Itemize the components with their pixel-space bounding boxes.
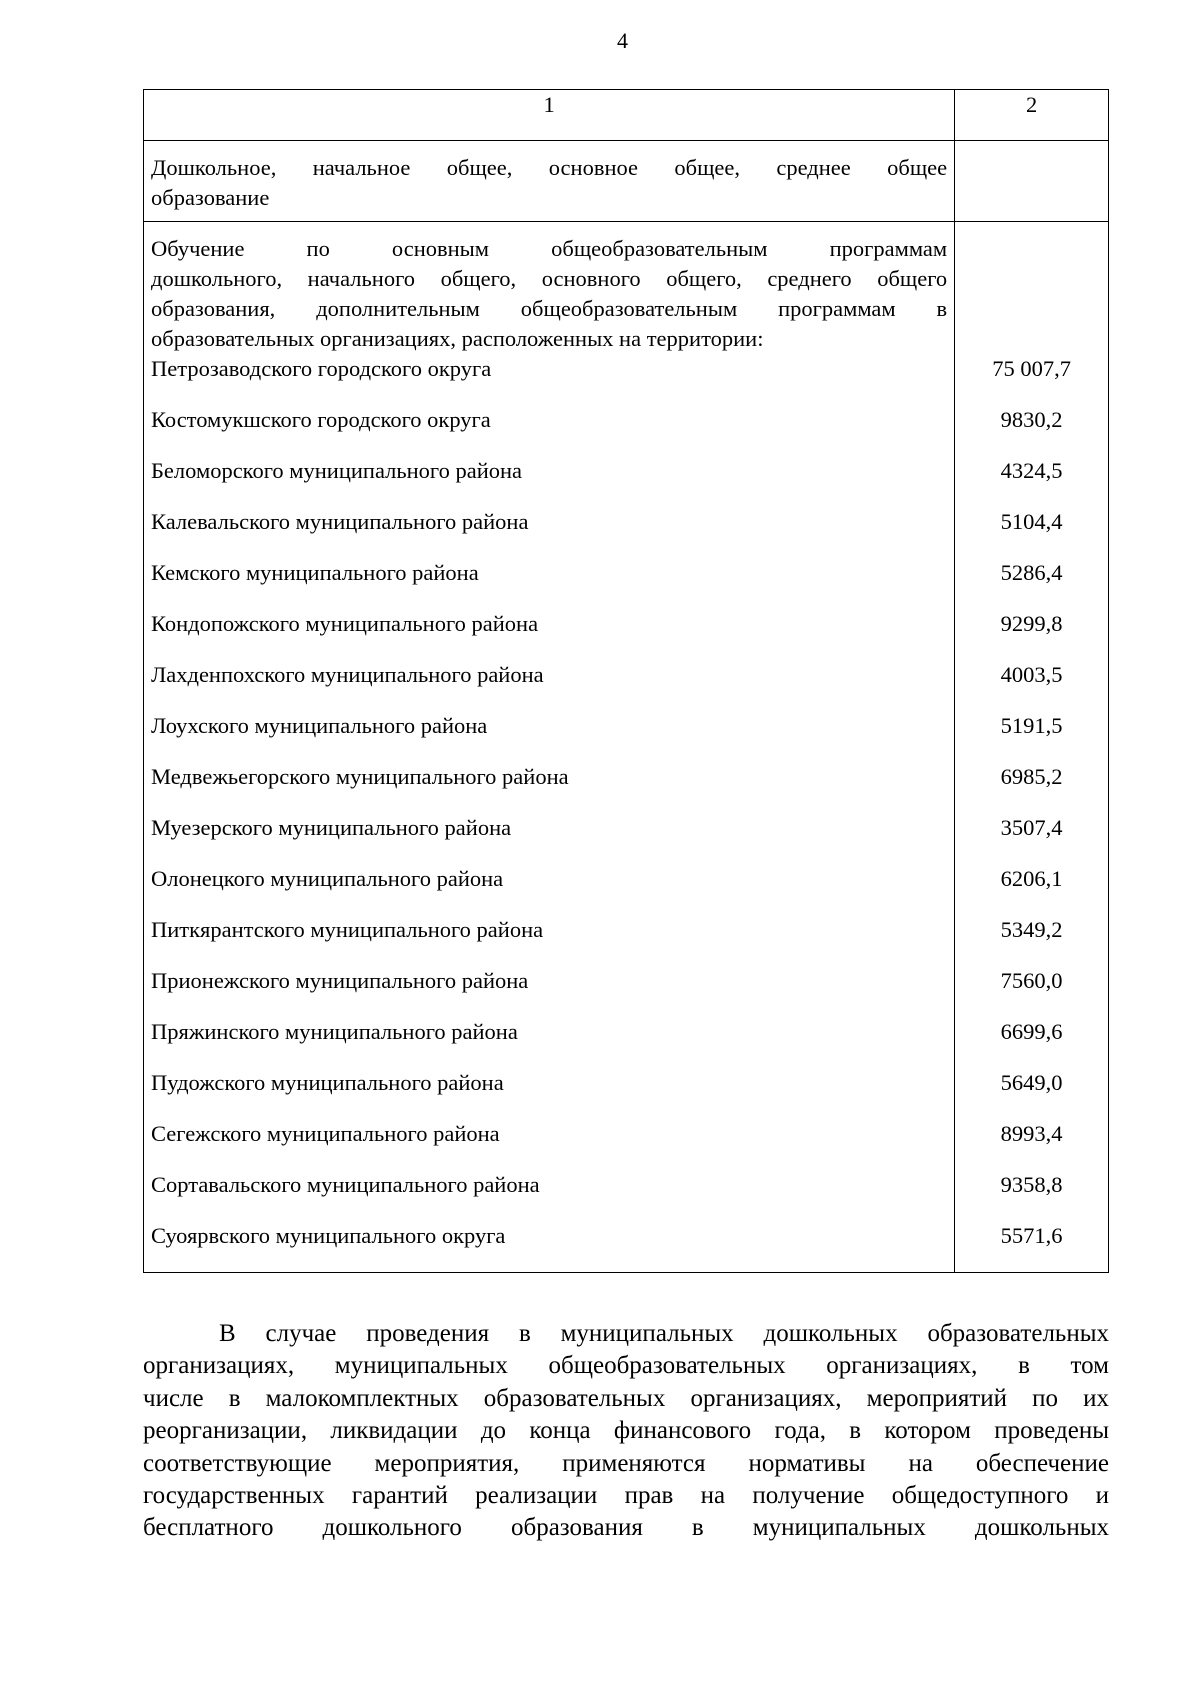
row-value: 5571,6: [955, 1221, 1109, 1273]
table-row: [144, 966, 1109, 1017]
row-value: 5286,4: [955, 558, 1109, 609]
row-value: 5349,2: [955, 915, 1109, 966]
intro-row: [144, 222, 1109, 355]
section-title-line: образование: [151, 185, 270, 210]
section-title-value: [955, 141, 1109, 222]
row-label: Олонецкого муниципального района: [144, 864, 955, 915]
table-row: [144, 1221, 1109, 1273]
table-row: [144, 456, 1109, 507]
row-value: 4324,5: [955, 456, 1109, 507]
row-value: 7560,0: [955, 966, 1109, 1017]
paragraph-line: В случае проведения в муниципальных дошкольных образовательных: [219, 1320, 1109, 1347]
row-label: Прионежского муниципального района: [144, 966, 955, 1017]
row-label: Калевальского муниципального района: [144, 507, 955, 558]
row-label: Пудожского муниципального района: [144, 1068, 955, 1119]
row-value: 6206,1: [955, 864, 1109, 915]
row-label: Кемского муниципального района: [144, 558, 955, 609]
table-header-row: [144, 90, 1109, 141]
row-value: 5104,4: [955, 507, 1109, 558]
row-label: Петрозаводского городского округа: [144, 354, 955, 405]
paragraph-line: соответствующие мероприятия, применяются нормативы на обеспечение: [143, 1449, 1109, 1477]
table-row: [144, 762, 1109, 813]
row-value: 3507,4: [955, 813, 1109, 864]
table-row: [144, 1170, 1109, 1221]
table-row: [144, 864, 1109, 915]
row-label: Беломорского муниципального района: [144, 456, 955, 507]
row-label: Лоухского муниципального района: [144, 711, 955, 762]
table-row: [144, 1017, 1109, 1068]
allocation-table: [143, 89, 1109, 1273]
body-paragraph: [143, 1318, 1109, 1545]
table-row: [144, 915, 1109, 966]
paragraph-line: бесплатного дошкольного образования в муниципальных дошкольных: [143, 1514, 1109, 1542]
section-title: [144, 141, 955, 222]
section-title-row: [144, 141, 1109, 222]
intro-line: образования, дополнительным общеобразовательным программам в: [151, 296, 948, 321]
table-row: [144, 405, 1109, 456]
intro-line: дошкольного, начального общего, основного общего, среднего общего: [151, 266, 948, 291]
row-value: 75 007,7: [955, 354, 1109, 405]
page-number: 4: [617, 28, 628, 53]
table-row: [144, 1068, 1109, 1119]
table-row: [144, 507, 1109, 558]
row-label: Сортавальского муниципального района: [144, 1170, 955, 1221]
paragraph-line: числе в малокомплектных образовательных организациях, мероприятий по их: [143, 1384, 1109, 1412]
row-value: 9830,2: [955, 405, 1109, 456]
table-row: [144, 558, 1109, 609]
row-label: Питкярантского муниципального района: [144, 915, 955, 966]
row-label: Медвежьегорского муниципального района: [144, 762, 955, 813]
row-label: Пряжинского муниципального района: [144, 1017, 955, 1068]
table-row: [144, 711, 1109, 762]
paragraph-line: государственных гарантий реализации прав на получение общедоступного и: [143, 1482, 1109, 1510]
header-col-2: 2: [955, 90, 1109, 141]
row-value: 8993,4: [955, 1119, 1109, 1170]
row-label: Сегежского муниципального района: [144, 1119, 955, 1170]
header-col-1: 1: [144, 90, 955, 141]
table-row: [144, 354, 1109, 405]
row-value: 9358,8: [955, 1170, 1109, 1221]
table-row: [144, 1119, 1109, 1170]
row-value: 9299,8: [955, 609, 1109, 660]
row-value: 6699,6: [955, 1017, 1109, 1068]
row-label: Суоярвского муниципального округа: [144, 1221, 955, 1273]
row-label: Кондопожского муниципального района: [144, 609, 955, 660]
table-row: [144, 813, 1109, 864]
row-label: Муезерского муниципального района: [144, 813, 955, 864]
intro-text: [144, 222, 955, 355]
paragraph-line: организациях, муниципальных общеобразовательных организациях, в том: [143, 1352, 1109, 1380]
row-value: 5649,0: [955, 1068, 1109, 1119]
section-title-line: Дошкольное, начальное общее, основное общее, среднее общее: [151, 155, 948, 180]
table-row: [144, 660, 1109, 711]
row-value: 4003,5: [955, 660, 1109, 711]
intro-line: Обучение по основным общеобразовательным программам: [151, 236, 948, 261]
intro-value: [955, 222, 1109, 355]
table-row: [144, 609, 1109, 660]
intro-line: образовательных организациях, расположенных на территории:: [151, 326, 764, 351]
row-value: 6985,2: [955, 762, 1109, 813]
row-label: Лахденпохского муниципального района: [144, 660, 955, 711]
paragraph-line: реорганизации, ликвидации до конца финансового года, в котором проведены: [143, 1417, 1109, 1445]
row-label: Костомукшского городского округа: [144, 405, 955, 456]
row-value: 5191,5: [955, 711, 1109, 762]
